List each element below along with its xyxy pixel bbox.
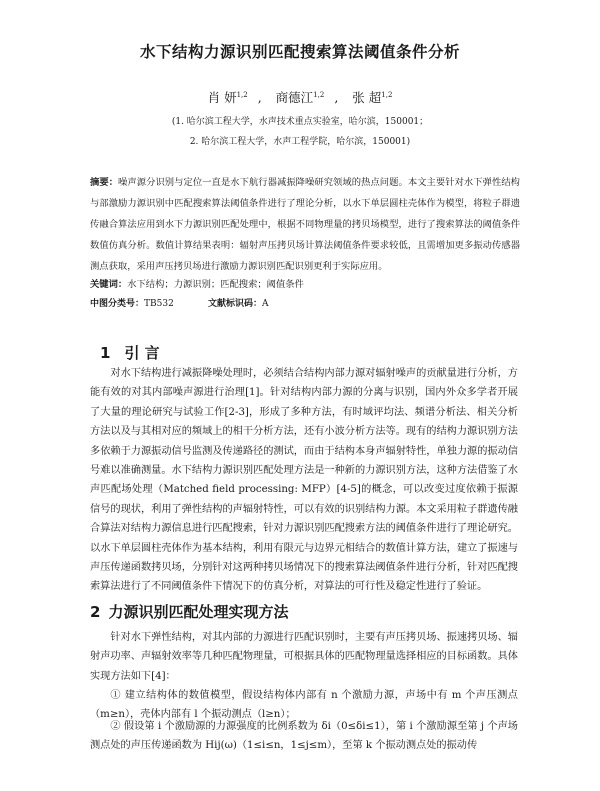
author-1: 肖 妍$^{1,2}$ <box>207 90 248 105</box>
keywords <box>90 276 520 290</box>
abstract-text: 噪声源分识别与定位一直是水下航行器减振降噪研究领域的热点问题。本文主要针对水下弹性结构与部激励力源识别中匹配搜索算法阈值条件进行了理论分析，以水下单层圆柱壳体作为模型，将粒子群遗传融合算法应用到水下力源识别匹配处理中，根据不同物理量的拷贝场模型，进行了搜索算法的阈值条件数值仿真分析。数值计算结果表明：辐射声压拷贝场计算法阈值条件要求较低，且需增加更多振动传感器测点获取，采用声压拷贝场进行激励力源识别匹配识别更利于实际应用。 <box>90 177 520 272</box>
section-1-heading: 1 引 言 <box>100 344 160 362</box>
class-no-label: 中图分类号： <box>90 299 145 309</box>
abstract-label: 摘要： <box>90 177 119 188</box>
section-2-paragraph: 针对水下弹性结构，对其内部的力源进行匹配识别时，主要有声压拷贝场、振速拷贝场、辐射声功率、声辐射效率等几种匹配物理量，可根据具体的匹配物理量选择相应的目标函数。具体实现方法如下[4]： <box>90 632 518 682</box>
step-1: ① 建立结构体的数值模型，假设结构体内部有 n 个激励力源，声场中有 m 个声压测点（m≥n），壳体内部有 l 个振动测点（l≥n）； <box>90 690 518 721</box>
doc-code: 文献标识码：A <box>208 299 269 309</box>
section-1-paragraph: 对水下结构进行减振降噪处理时，必须结合结构内部力源对辐射噪声的贡献量进行分析，方能有效的对其内部噪声源进行治理[1]。针对结构内部力源的分离与识别，国内外众多学者开展了大量的理论研究与试验工作[2-3]，形成了多种方法，有时域评均法、频谱分析法、相关分析方法以及与其相对应的频域上的相干分析方法，还有小波分析方法等。现有的结构力源识别方法多依赖于力源振动信号监测及传递路径的测试，而由于结构本身声辐射特性，单独力源的振动信号难以准确测量。水下结构力源识别匹配处理方法是一种新的力源识别方法，这种方法借鉴了水声匹配场处理（Matched field processing: MFP）[4-5]的概念，可以改变过度依赖于振源信号的现状，利用了弹性结构的声辐射特性，可以有效的识别结构力源。本文采用粒子群遗传融合算法对结构力源信息进行匹配搜索，针对力源识别匹配搜索方法的阈值条件进行了理论研究。以水下单层圆柱壳体作为基本结构，利用有限元与边界元相结合的数值计算方法，建立了振速与声压传递函数拷贝场，分别针对这两种拷贝场情况下的搜索算法阈值条件进行分析，针对匹配搜索算法进行了不同阈值条件下情况下的仿真分析，对算法的可行性及稳定性进行了验证。 <box>90 368 518 593</box>
affiliation-1: (1. 哈尔滨工程大学，水声技术重点实验室，哈尔滨，150001； <box>171 117 429 127</box>
section-2-heading: 2 力源识别匹配处理实现方法 <box>90 603 289 621</box>
keywords-text: 水下结构；力源识别；匹配搜索；阈值条件 <box>127 279 304 290</box>
classification-line <box>90 296 520 309</box>
keywords-label: 关键词： <box>90 279 128 290</box>
affiliation-2: 2. 哈尔滨工程大学，水声工程学院，哈尔滨，150001) <box>189 137 411 147</box>
author-2: 商德江$^{1,2}$ <box>275 90 325 105</box>
author-3: 张 超$^{1,2}$ <box>352 90 393 105</box>
class-no-value: TB532 <box>144 299 174 309</box>
step-2: ② 假设第 i 个激励源的力源强度的比例系数为 δi（0≤δi≤1），第 i 个激励源至第 j 个声场测点处的声压传递函数为 Hij(ω)（1≤i≤n，1≤j≤m），至第 k 个振动测点处的振动传 <box>90 721 518 752</box>
author-line: 肖 妍$^{1,2}$ , 商德江$^{1,2}$ , 张 超$^{1,2}$ <box>207 90 393 105</box>
abstract <box>90 172 520 277</box>
paper-title: 水下结构力源识别匹配搜索算法阈值条件分析 <box>139 43 460 61</box>
